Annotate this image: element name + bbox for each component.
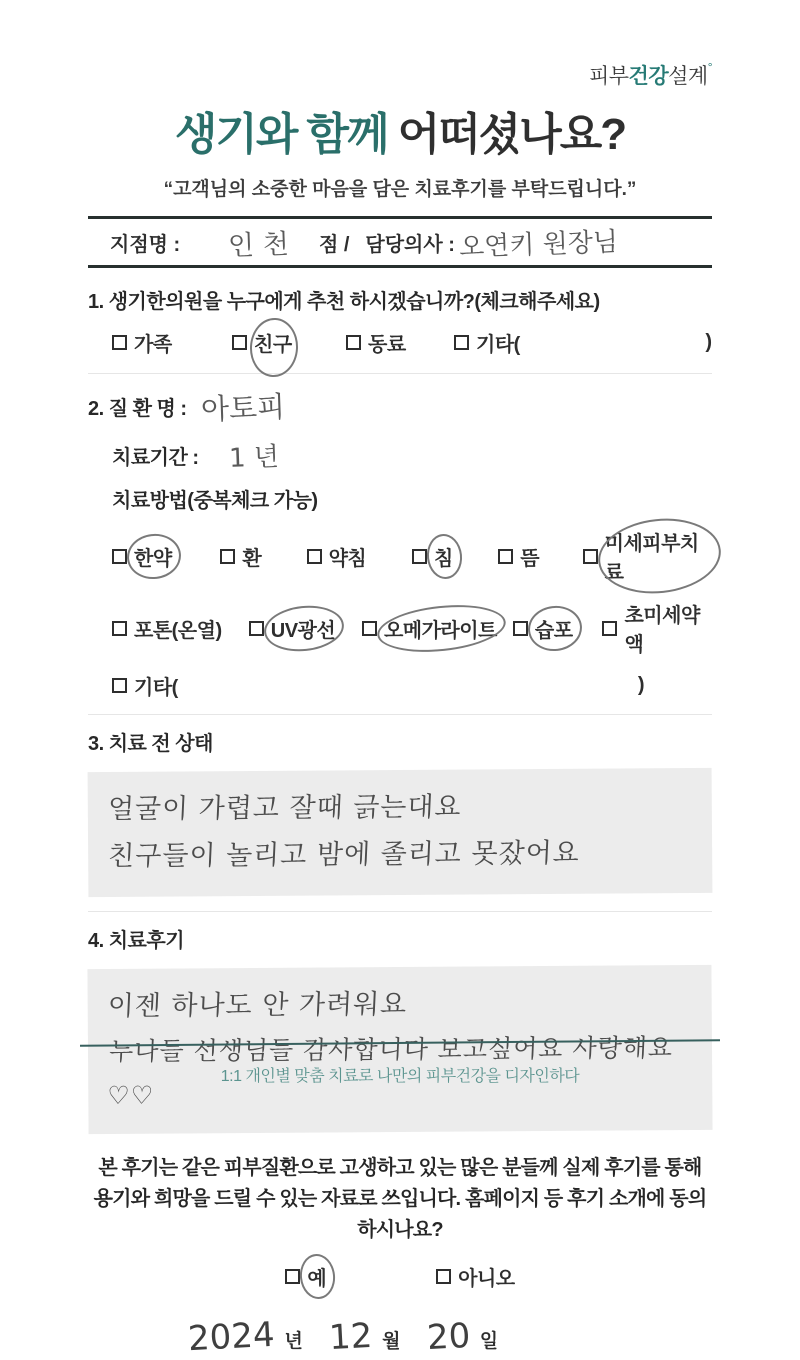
logo-bold: 건강 [628, 65, 669, 88]
q2-methods-label: 치료방법(중복체크 가능) [112, 490, 318, 512]
checkbox-icon[interactable] [346, 335, 361, 350]
q4-handwriting-area [87, 964, 712, 1133]
brand-logo [589, 60, 712, 90]
method-pill [220, 542, 306, 571]
consent-text: 본 후기는 같은 피부질환으로 고생하고 있는 많은 분들께 실제 후기를 통해 용기와 희망을 드릴 수 있는 자료로 쓰입니다. 홈페이지 등 후기 소개에 동의하시나요? [93, 1157, 707, 1242]
q1-title: 1. 생기한의원을 누구에게 추천 하시겠습니까?(체크해주세요) [88, 291, 600, 313]
consent-option-no [436, 1262, 514, 1291]
q1-option-label: 기타( [476, 334, 520, 356]
method-label: 침 [434, 542, 453, 571]
q2-methods-row-2 [88, 599, 712, 657]
q4-handwritten-line: 이젠 하나도 안 가려워요 [106, 988, 408, 1022]
date-year-label: 년 [284, 1331, 303, 1353]
branch-row [88, 216, 712, 268]
checkbox-icon[interactable] [362, 621, 377, 636]
method-label: 약침 [328, 547, 367, 570]
section-divider [88, 714, 712, 715]
footer-slogan: 1:1 개인별 맞춤 치료로 나만의 피부건강을 디자인하다 [220, 1068, 580, 1085]
method-herbal [112, 542, 220, 571]
question-3 [88, 727, 712, 895]
q1-option-label: 동료 [368, 334, 406, 356]
q4-handwritten-line: 누나들 선생님들 감사합니다 보고싶어요 사랑해요 ♡♡ [106, 1032, 674, 1110]
branch-label: 지점명 : [110, 233, 181, 256]
checkbox-icon[interactable] [232, 335, 247, 350]
method-moxibustion [498, 542, 582, 571]
method-label: 기타( [134, 677, 178, 699]
question-2 [88, 386, 712, 700]
method-micro-skin-care [583, 527, 712, 585]
page-title [88, 98, 712, 162]
consent-option-label: 아니오 [458, 1268, 515, 1291]
q1-option-other [454, 328, 520, 357]
doctor-handwritten-value: 오연키 원장님 [458, 226, 619, 263]
method-label: 환 [242, 547, 262, 570]
date-row [88, 1315, 712, 1360]
method-other-paren-close: ) [637, 674, 645, 696]
checkbox-icon[interactable] [112, 549, 127, 564]
date-month-label: 월 [382, 1331, 401, 1353]
question-1 [88, 285, 712, 357]
checkbox-icon[interactable] [220, 549, 235, 564]
checkbox-icon[interactable] [412, 549, 427, 564]
q1-option-colleague [346, 328, 454, 357]
checkbox-icon[interactable] [112, 678, 127, 693]
method-uv-light [249, 614, 362, 643]
branch-suffix-label: 점 / [318, 233, 350, 256]
method-label: 미세피부치료 [605, 527, 712, 585]
consent-option-yes [285, 1262, 326, 1291]
q2-methods-row-1 [88, 527, 712, 585]
checkbox-icon[interactable] [583, 549, 598, 564]
checkbox-icon[interactable] [436, 1269, 451, 1284]
method-ultra-fine-solution [602, 599, 712, 657]
consent-options-row [88, 1262, 712, 1291]
q2-disease-label: 2. 질 환 명 : [88, 398, 187, 420]
method-omega-light [362, 614, 513, 643]
checkbox-icon[interactable] [498, 549, 513, 564]
q2-period-label: 치료기간 : [112, 447, 199, 469]
checkbox-icon[interactable] [112, 621, 127, 636]
method-label: 초미세약액 [624, 605, 700, 656]
method-label: 습포 [535, 614, 573, 643]
q1-paren-close: ) [705, 331, 712, 353]
method-wet-dressing [513, 614, 603, 643]
method-label: UV광선 [271, 614, 335, 643]
checkbox-icon[interactable] [513, 621, 528, 636]
q2-disease-handwritten: 아토피 [200, 389, 286, 427]
method-acupuncture [412, 542, 498, 571]
question-4 [88, 924, 712, 1132]
q4-title: 4. 치료후기 [88, 929, 185, 952]
branch-handwritten-value: 인 천 [227, 228, 290, 262]
method-photon [112, 614, 249, 643]
page-title-rest: 어떠셨나요? [387, 110, 626, 159]
q2-period-handwritten: 1 년 [228, 442, 280, 474]
method-other [112, 671, 178, 700]
date-day-label: 일 [479, 1331, 499, 1353]
checkbox-icon[interactable] [454, 335, 469, 350]
method-label: 뜸 [520, 547, 540, 570]
q1-options-row [88, 328, 712, 357]
checkbox-icon[interactable] [307, 549, 322, 564]
q1-option-family [112, 328, 232, 357]
consent-option-label: 예 [307, 1262, 326, 1291]
checkbox-icon[interactable] [249, 621, 264, 636]
q3-handwriting-area [88, 768, 713, 897]
method-pharmacopuncture [307, 542, 412, 571]
checkbox-icon[interactable] [602, 621, 617, 636]
page-subtitle: “고객님의 소중한 마음을 담은 치료후기를 부탁드립니다.” [163, 179, 637, 200]
q3-handwritten-line: 친구들이 놀리고 밤에 졸리고 못잤어요 [107, 837, 581, 873]
checkbox-icon[interactable] [112, 335, 127, 350]
section-divider [88, 373, 712, 374]
page-title-highlight: 생기와 함께 [174, 110, 388, 159]
date-day-handwritten: 20 [425, 1316, 471, 1359]
date-month-handwritten: 12 [327, 1316, 374, 1359]
checkbox-icon[interactable] [285, 1269, 300, 1284]
method-label: 포톤(온열) [134, 619, 222, 642]
logo-suffix: 설계 [668, 65, 708, 88]
q1-option-label: 친구 [254, 328, 292, 357]
q3-title: 3. 치료 전 상태 [88, 733, 213, 755]
q3-handwritten-line: 얼굴이 가렵고 잘때 긁는대요 [107, 791, 463, 826]
section-divider [88, 911, 712, 912]
q1-option-label: 가족 [134, 334, 172, 356]
method-label: 한약 [134, 542, 172, 571]
logo-prefix: 피부 [588, 65, 629, 88]
logo-degree-mark: ° [707, 60, 712, 74]
method-label: 오메가라이트 [384, 614, 497, 643]
q1-option-friend [232, 328, 346, 357]
q2-methods-row-3 [88, 671, 712, 700]
doctor-label: 담당의사 : [365, 233, 455, 256]
date-year-handwritten: 2024 [187, 1315, 276, 1360]
